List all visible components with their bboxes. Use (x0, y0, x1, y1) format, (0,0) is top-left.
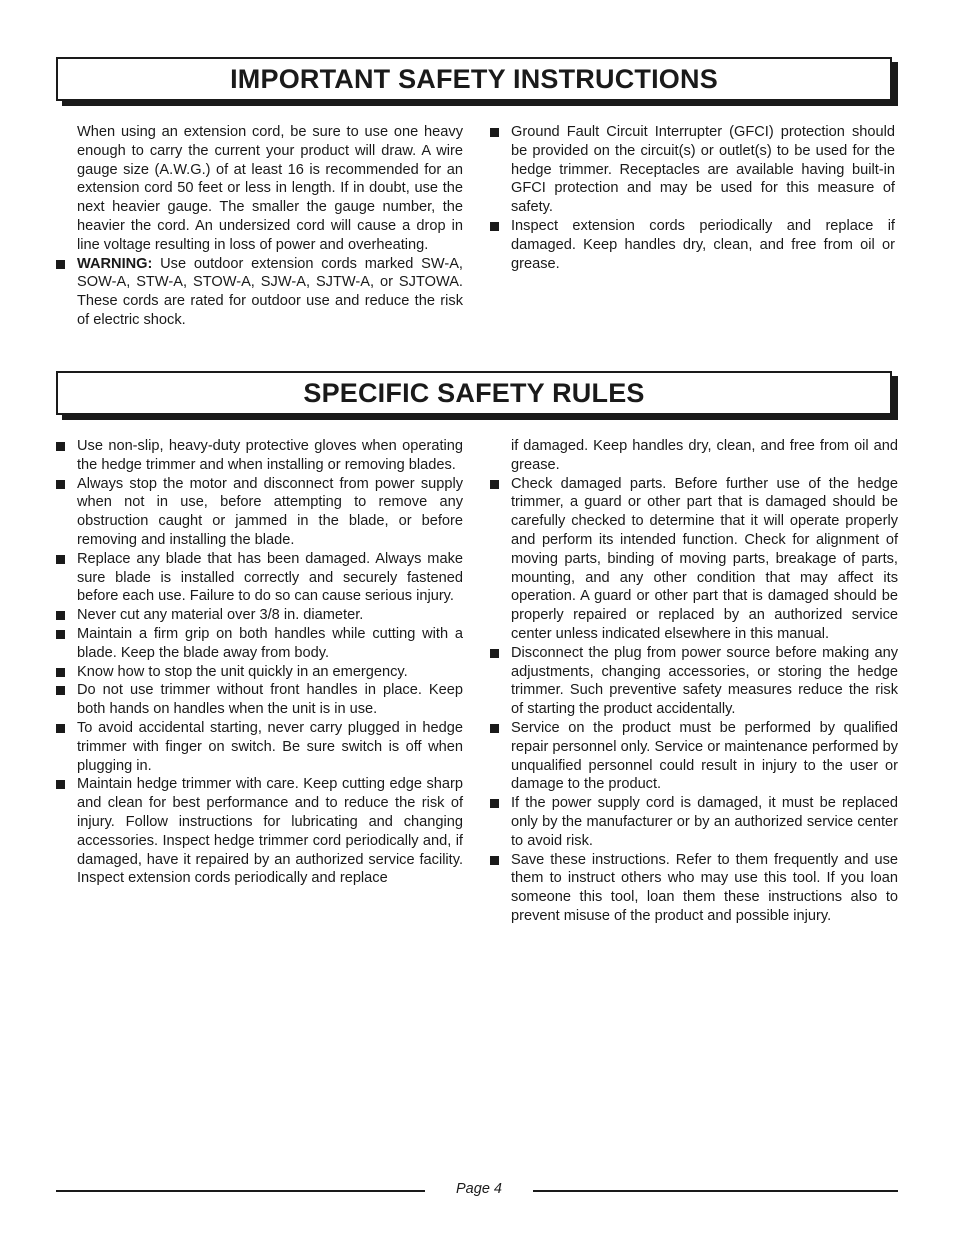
page-number: Page 4 (456, 1181, 502, 1197)
bullet-square-icon (56, 780, 65, 789)
warning-item (56, 255, 463, 330)
bullet-square-icon (56, 668, 65, 677)
list-item: Maintain a firm grip on both handles while cutting with a blade. Keep the blade away from body. (56, 625, 463, 663)
section2-left-column (56, 437, 463, 888)
list-item: Know how to stop the unit quickly in an emergency. (56, 663, 463, 682)
extension-cord-paragraph: When using an extension cord, be sure to use one heavy enough to carry the current your product will draw. A wire gauge size (A.W.G.) of at least 16 is recommended for an extension cord 50 feet or less in length. If in doubt, use the next heavier gauge. The smaller the gauge number, the heavier the cord. An undersized cord will cause a drop in line voltage resulting in loss of power and overheating. (77, 124, 463, 253)
bullet-square-icon (490, 649, 499, 658)
important-safety-banner (56, 57, 892, 101)
list-item: Do not use trimmer without front handles in place. Keep both hands on handles when the unit is in use. (56, 681, 463, 719)
section2-right-column (490, 437, 898, 926)
list-item: Never cut any material over 3/8 in. diameter. (56, 606, 463, 625)
list-item: Use non-slip, heavy-duty protective gloves when operating the hedge trimmer and when installing or removing blades. (56, 437, 463, 475)
list-item: Service on the product must be performed by qualified repair personnel only. Service or maintenance performed by unqualified personnel could result in injury to the user or damage to the product. (490, 719, 898, 794)
list-item: Ground Fault Circuit Interrupter (GFCI) protection should be provided on the circuit(s) or outlet(s) to be used for the hedge trimmer. Receptacles are available having built-in GFCI protection and may be used for this measure of safety. (490, 123, 895, 217)
footer-rule-right (533, 1190, 898, 1192)
section1-left-column (56, 123, 463, 330)
bullet-square-icon (490, 222, 499, 231)
list-item: Disconnect the plug from power source before making any adjustments, changing accessories, or storing the hedge trimmer. Such preventive safety measures reduce the risk of starting the product accidentally. (490, 644, 898, 719)
warning-label: WARNING: (77, 255, 153, 272)
section1-right-column (490, 123, 895, 273)
list-item: Save these instructions. Refer to them frequently and use them to instruct others who may use this tool. If you loan someone this tool, loan them these instructions also to prevent misuse of the product and possible injury. (490, 851, 898, 926)
bullet-square-icon (56, 480, 65, 489)
bullet-square-icon (490, 480, 499, 489)
bullet-square-icon (490, 856, 499, 865)
section-title: IMPORTANT SAFETY INSTRUCTIONS (230, 63, 718, 94)
warning-text: Use outdoor extension cords marked SW-A, SOW-A, STW-A, STOW-A, SJW-A, SJTW-A, or SJTOWA. These cords are rated for outdoor use and reduce the risk of electric shock. (77, 255, 463, 328)
bullet-square-icon (56, 686, 65, 695)
section-title: SPECIFIC SAFETY RULES (303, 377, 645, 408)
bullet-square-icon (490, 724, 499, 733)
footer-rule-left (56, 1190, 425, 1192)
bullet-square-icon (56, 724, 65, 733)
bullet-square-icon (56, 611, 65, 620)
list-item: Maintain hedge trimmer with care. Keep cutting edge sharp and clean for best performance and to reduce the risk of injury. Follow instructions for lubricating and changing accessories. Inspect hedge trimmer cord periodically and, if damaged, have it repaired by an authorized service facility. Inspect extension cords periodically and replace (56, 775, 463, 888)
bullet-square-icon (56, 630, 65, 639)
bullet-square-icon (56, 442, 65, 451)
specific-safety-rules-banner (56, 371, 892, 415)
list-item: Always stop the motor and disconnect from power supply when not in use, before attempting to remove any obstruction caught or jammed in the blade, or before removing and installing the blade. (56, 475, 463, 550)
list-item: Check damaged parts. Before further use of the hedge trimmer, a guard or other part that is damaged should be carefully checked to determine that it will operate properly and perform its intended function. Check for alignment of moving parts, binding of moving parts, breakage of parts, mounting, and any other condition that may affect its operation. A guard or other part that is damaged should be properly repaired or replaced by an authorized service center unless indicated elsewhere in this manual. (490, 475, 898, 644)
list-item: Inspect extension cords periodically and replace if damaged. Keep handles dry, clean, and free from oil or grease. (490, 217, 895, 273)
bullet-square-icon (56, 260, 65, 269)
list-item: If the power supply cord is damaged, it must be replaced only by the manufacturer or by an authorized service center to avoid risk. (490, 794, 898, 850)
list-item: To avoid accidental starting, never carry plugged in hedge trimmer with finger on switch. Be sure switch is off when plugging in. (56, 719, 463, 775)
list-item: Replace any blade that has been damaged. Always make sure blade is installed correctly and securely fastened before each use. Failure to do so can cause serious injury. (56, 550, 463, 606)
bullet-square-icon (490, 128, 499, 137)
continued-text: if damaged. Keep handles dry, clean, and free from oil and grease. (511, 438, 898, 473)
bullet-square-icon (56, 555, 65, 564)
bullet-square-icon (490, 799, 499, 808)
